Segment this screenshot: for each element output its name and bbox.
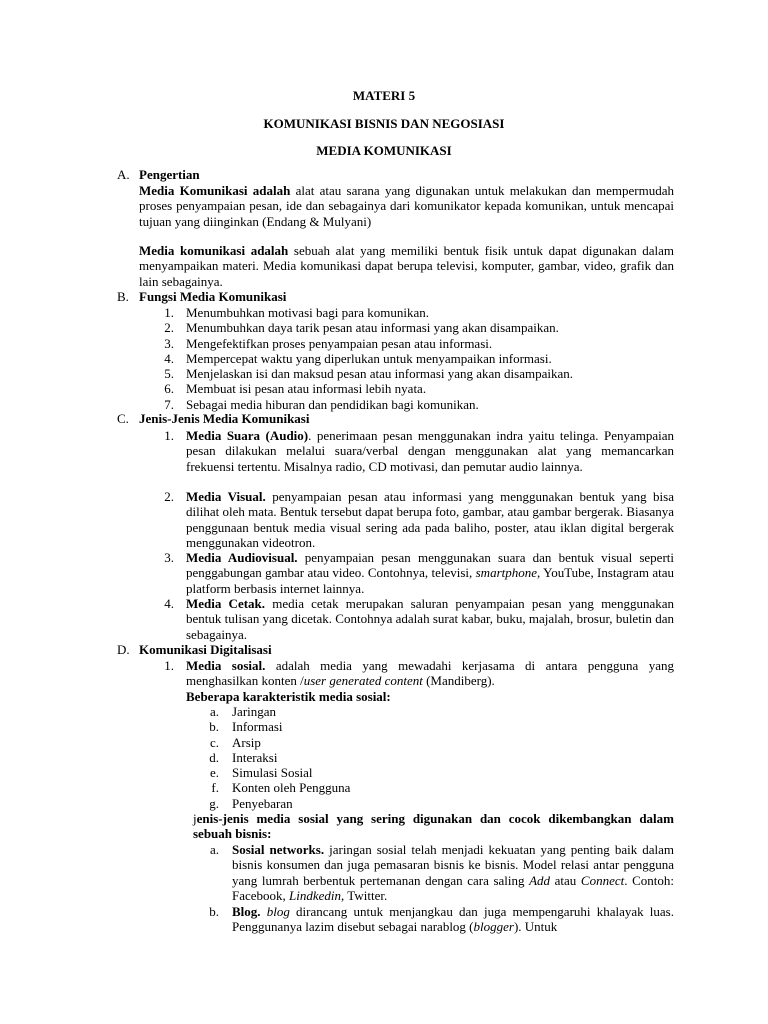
list-text: Informasi bbox=[232, 719, 283, 735]
section-c-marker: C. bbox=[117, 411, 129, 426]
list-text: Menumbuhkan motivasi bagi para komunikan. bbox=[186, 305, 429, 320]
paragraph-text: sebuah alat yang memiliki bentuk fisik untuk dapat digunakan dalam menyampaikan materi. Media komunikasi dapat berupa televisi, komputer, gambar, video, grafik dan lain sebagainya. bbox=[139, 243, 674, 289]
heading-text: enis-jenis media sosial yang sering digunakan dan cocok dikembangkan dalam sebuah bisnis: bbox=[193, 811, 674, 842]
list-letter: d. bbox=[209, 749, 219, 765]
media-type-print bbox=[186, 596, 674, 642]
list-text: Menjelaskan isi dan maksud pesan atau informasi yang akan disampaikan. bbox=[186, 366, 574, 382]
italic-term: Add bbox=[529, 872, 551, 888]
bold-term: Media sosial. bbox=[186, 658, 266, 673]
bold-term: Media komunikasi adalah bbox=[139, 243, 289, 258]
function-list bbox=[150, 305, 680, 412]
italic-term: user generated content bbox=[303, 673, 423, 689]
list-number: 1. bbox=[164, 305, 174, 320]
doc-title: MATERI 5 bbox=[352, 88, 416, 103]
bold-term: Media Cetak. bbox=[186, 596, 266, 611]
list-item bbox=[201, 765, 501, 780]
list-item bbox=[150, 336, 680, 351]
list-item bbox=[150, 305, 680, 320]
list-text: Mempercepat waktu yang diperlukan untuk menyampaikan informasi. bbox=[186, 350, 552, 366]
list-number: 2. bbox=[164, 320, 174, 336]
item-text: . penerimaan pesan menggunakan indra yaitu telinga. Penyampaian pesan dilakukan melalui suara/verbal dengan menggunakan alat yang memancarkan frekuensi tertentu. Misalnya radio, CD motivasi, dan pemutar audio lainnya. bbox=[186, 428, 674, 474]
doc-subtitle: KOMUNIKASI BISNIS DAN NEGOSIASI bbox=[263, 116, 505, 131]
list-letter: a. bbox=[209, 842, 219, 857]
list-item bbox=[201, 704, 501, 719]
bold-term: Blog. bbox=[232, 904, 261, 919]
section-a-heading: Pengertian bbox=[139, 167, 200, 182]
item-text: ). Untuk bbox=[513, 919, 558, 935]
social-type-blog bbox=[232, 904, 674, 935]
item-text: . Contoh: Facebook, bbox=[232, 872, 674, 903]
list-number: 7. bbox=[164, 396, 174, 412]
list-number: 1. bbox=[164, 658, 174, 673]
list-item bbox=[150, 381, 680, 396]
section-b-heading: Fungsi Media Komunikasi bbox=[139, 289, 287, 304]
item-text: adalah media yang mewadahi kerjasama di antara pengguna yang menghasilkan konten / bbox=[186, 658, 674, 689]
section-d-marker: D. bbox=[117, 642, 130, 657]
list-text: Membuat isi pesan atau informasi lebih nyata. bbox=[186, 381, 427, 397]
italic-term: smartphone bbox=[475, 565, 538, 581]
bold-term: Media Audiovisual. bbox=[186, 550, 298, 565]
list-item bbox=[150, 366, 680, 381]
section-c-heading: Jenis-Jenis Media Komunikasi bbox=[139, 411, 310, 426]
social-media-definition bbox=[186, 658, 674, 689]
list-number: 1. bbox=[164, 428, 174, 443]
media-type-audio bbox=[186, 428, 674, 474]
list-text: Arsip bbox=[232, 734, 261, 750]
characteristics-list bbox=[201, 704, 501, 811]
item-text: penyampaian pesan menggunakan suara dan bentuk visual seperti penggabungan gambar atau video. Contohnya, televisi, bbox=[186, 550, 675, 581]
characteristics-heading: Beberapa karakteristik media sosial: bbox=[186, 689, 391, 704]
list-letter: a. bbox=[209, 704, 219, 719]
item-text: (Mandiberg). bbox=[422, 673, 495, 689]
paragraph-text: alat atau sarana yang digunakan untuk melakukan dan mempermudah proses penyampaian pesan, ide dan sebagainya dari komunikator kepada komunikan, untuk mencapai tujuan yang diinginkan (Endang & Mulyani) bbox=[139, 183, 674, 229]
paragraph-definition-1 bbox=[139, 183, 674, 229]
list-item bbox=[150, 351, 680, 366]
list-text: Menumbuhkan daya tarik pesan atau informasi yang akan disampaikan. bbox=[186, 320, 559, 336]
item-text: dirancang untuk menjangkau dan juga mempengaruhi khalayak luas. Penggunanya lazim disebut sebagai narablog ( bbox=[232, 904, 674, 935]
list-text: Penyebaran bbox=[232, 795, 293, 811]
list-number: 3. bbox=[164, 550, 174, 565]
section-b-marker: B. bbox=[117, 289, 129, 304]
media-type-visual bbox=[186, 489, 674, 550]
list-text: Interaksi bbox=[232, 749, 278, 765]
social-type-networks bbox=[232, 842, 674, 903]
item-text: , YouTube, Instagram atau platform berbasis internet lainnya. bbox=[186, 565, 674, 596]
list-letter: e. bbox=[209, 765, 219, 781]
list-letter: b. bbox=[209, 904, 219, 919]
item-text: penyampaian pesan atau informasi yang menggunakan bentuk yang bisa dilihat oleh mata. Bentuk tersebut dapat berupa foto, gambar, atau gambar bergerak. Biasanya penggunaan bentuk media visual sering ada pada baliho, poster, atau iklan digital bergerak menggunakan videotron. bbox=[186, 489, 675, 550]
list-text: Konten oleh Pengguna bbox=[232, 780, 351, 796]
list-number: 6. bbox=[164, 381, 174, 397]
list-item bbox=[201, 780, 501, 795]
list-letter: f. bbox=[211, 780, 219, 796]
bold-term: Sosial networks. bbox=[232, 842, 325, 857]
bold-term: Media Visual. bbox=[186, 489, 266, 504]
list-item bbox=[150, 397, 680, 412]
list-number: 2. bbox=[164, 489, 174, 504]
section-d-heading: Komunikasi Digitalisasi bbox=[139, 642, 272, 657]
item-text: jaringan sosial telah menjadi kekuatan yang penting baik dalam bisnis konsumen dan juga pemasaran bisnis ke bisnis. Model relasi antar pengguna yang lumrah berbentuk pertemanan dengan cara saling bbox=[232, 842, 674, 888]
list-letter: c. bbox=[209, 734, 219, 750]
social-types-heading bbox=[193, 811, 674, 842]
list-item bbox=[201, 735, 501, 750]
italic-term: Connect bbox=[580, 872, 625, 888]
list-number: 3. bbox=[164, 335, 174, 351]
italic-term: blog bbox=[266, 904, 290, 919]
heading-initial: j bbox=[193, 811, 197, 826]
item-text: atau bbox=[550, 872, 581, 888]
italic-term: Lindkedin bbox=[289, 887, 342, 903]
item-text: , Twitter. bbox=[341, 887, 388, 903]
list-text: Sebagai media hiburan dan pendidikan bagi komunikan. bbox=[186, 396, 479, 412]
media-type-audiovisual bbox=[186, 550, 674, 596]
list-text: Jaringan bbox=[232, 704, 277, 719]
list-item bbox=[201, 796, 501, 811]
doc-topic: MEDIA KOMUNIKASI bbox=[316, 143, 452, 158]
list-number: 4. bbox=[164, 596, 174, 611]
italic-term: blogger bbox=[473, 919, 514, 935]
bold-term: Media Suara (Audio) bbox=[186, 428, 309, 443]
list-item bbox=[201, 750, 501, 765]
list-item bbox=[201, 719, 501, 734]
bold-term: Media Komunikasi adalah bbox=[139, 183, 291, 198]
list-text: Simulasi Sosial bbox=[232, 765, 313, 781]
list-number: 5. bbox=[164, 366, 174, 382]
paragraph-definition-2 bbox=[139, 243, 674, 289]
section-a-marker: A. bbox=[117, 167, 130, 182]
item-text: media cetak merupakan saluran penyampaian pesan yang menggunakan bentuk tulisan yang dicetak. Contohnya adalah surat kabar, buku, majalah, brosur, buletin dan sebagainya. bbox=[186, 596, 674, 642]
list-text: Mengefektifkan proses penyampaian pesan atau informasi. bbox=[186, 335, 493, 351]
list-letter: g. bbox=[209, 795, 219, 811]
list-number: 4. bbox=[164, 350, 174, 366]
list-letter: b. bbox=[209, 719, 219, 735]
list-item bbox=[150, 320, 680, 335]
